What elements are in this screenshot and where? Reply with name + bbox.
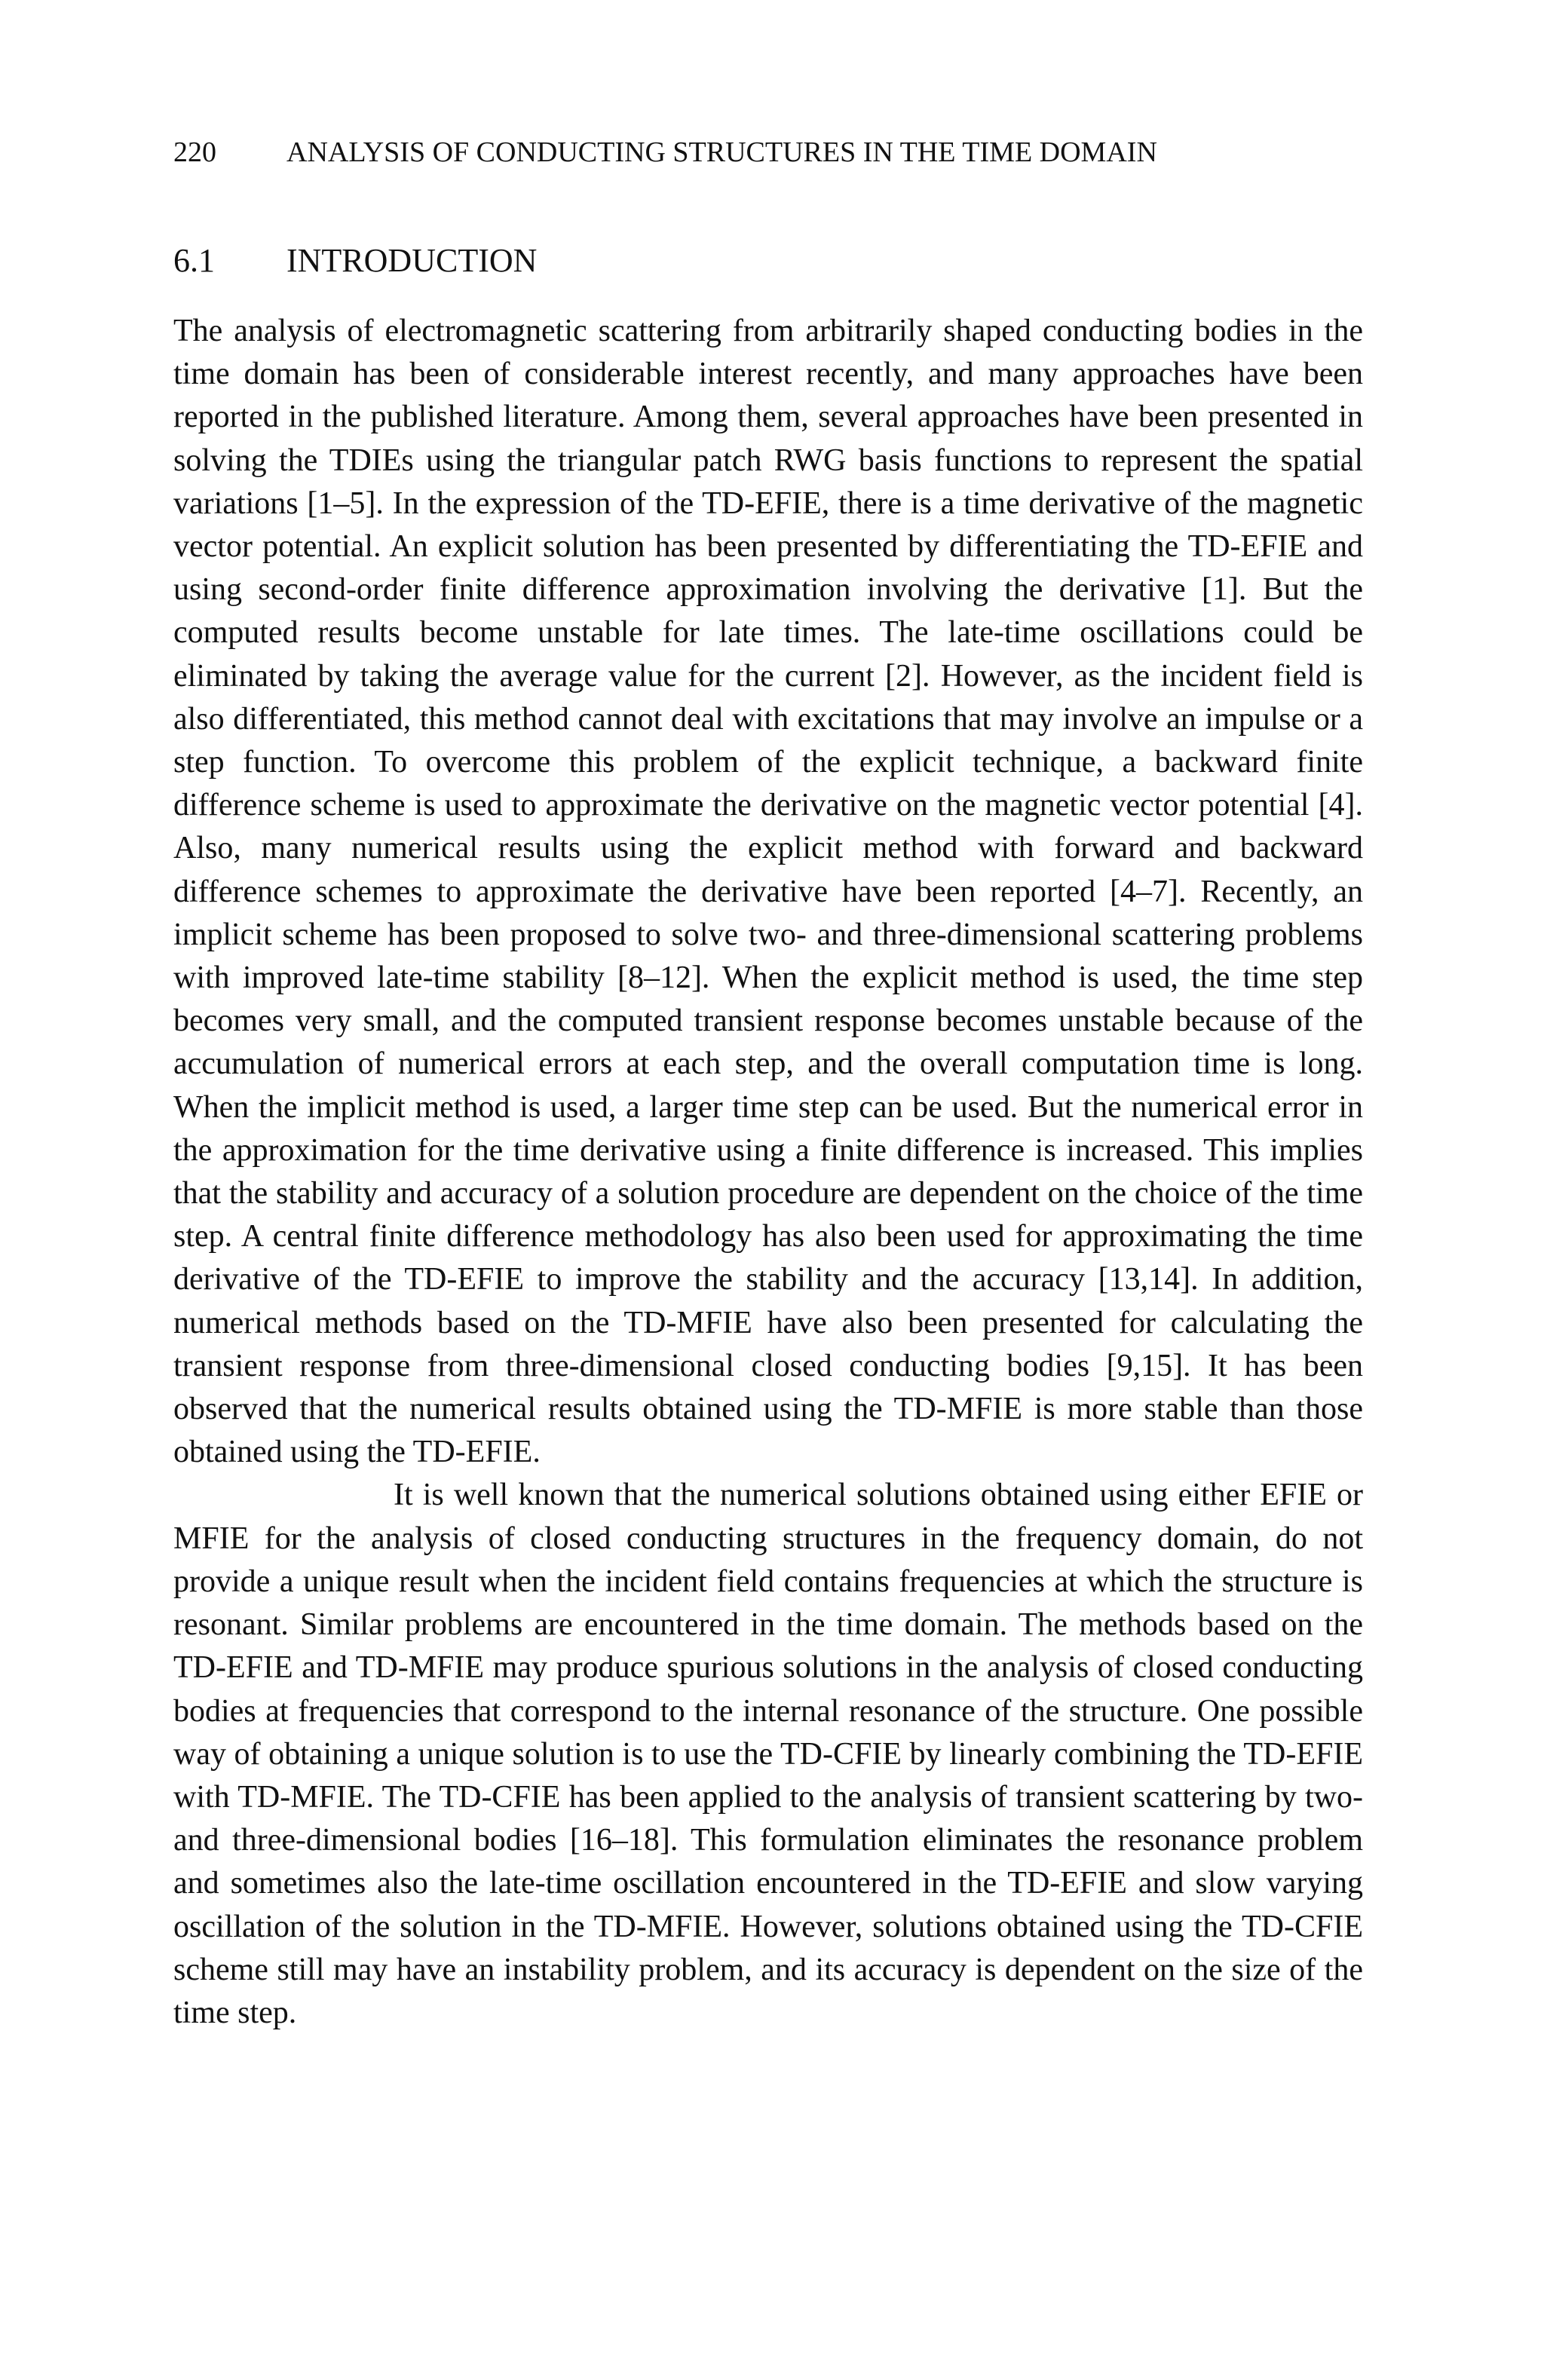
paragraph: The analysis of electromagnetic scattering from arbitrarily shaped conducting bodies in the time domain has been of considerable interest recently, and many approaches have been reported in the published literature. Among them, several approaches have been presented in solving the TDIEs using the triangular patch RWG basis functions to represent the spatial variations [1–5]. In the expression of the TD-EFIE, there is a time derivative of the magnetic vector potential. An explicit solution has been presented by differentiating the TD-EFIE and using second-order finite difference approximation involving the derivative [1]. But the computed results become unstable for late times. The late-time oscillations could be eliminated by taking the average value for the current [2]. However, as the incident field is also differentiated, this method cannot deal with excitations that may involve an impulse or a step function. To overcome this problem of the explicit technique, a backward finite difference scheme is used to approximate the derivative on the magnetic vector potential [4]. Also, many numerical results using the explicit method with forward and backward difference schemes to approximate the derivative have been reported [4–7]. Recently, an implicit scheme has been proposed to solve two- and three-dimensional scattering problems with improved late-time stability [8–12]. When the explicit method is used, the time step becomes very small, and the computed transient response becomes unstable because of the accumulation of numerical errors at each step, and the overall computation time is long. When the implicit method is used, a larger time step can be used. But the numerical error in the approximation for the time derivative using a finite difference is increased. This implies that the stability and accuracy of a solution procedure are dependent on the choice of the time step. A central finite difference methodology has also been used for approximating the time derivative of the TD-EFIE to improve the stability and the accuracy [13,14]. In addition, numerical methods based on the TD-MFIE have also been presented for calculating the transient response from three-dimensional closed conducting bodies [9,15]. It has been observed that the numerical results obtained using the TD-MFIE is more stable than those obtained using the TD-EFIE.	[173, 314, 1363, 1470]
section-title: INTRODUCTION	[286, 242, 538, 279]
running-head	[173, 134, 1380, 170]
section-number: 6.1	[173, 242, 215, 279]
page-number: 220	[173, 136, 216, 168]
running-head-title: ANALYSIS OF CONDUCTING STRUCTURES IN THE TIME DOMAIN	[286, 136, 1157, 168]
paragraph: It is well known that the numerical solutions obtained using either EFIE or MFIE for the analysis of closed conducting structures in the frequency domain, do not provide a unique result when the incident field contains frequencies at which the structure is resonant. Similar problems are encountered in the time domain. The methods based on the TD-EFIE and TD-MFIE may produce spurious solutions in the analysis of closed conducting bodies at frequencies that correspond to the internal resonance of the structure. One possible way of obtaining a unique solution is to use the TD-CFIE by linearly combining the TD-EFIE with TD-MFIE. The TD-CFIE has been applied to the analysis of transient scattering by two- and three-dimensional bodies [16–18]. This formulation eliminates the resonance problem and sometimes also the late-time oscillation encountered in the TD-EFIE and slow varying oscillation of the solution in the TD-MFIE. However, solutions obtained using the TD-CFIE scheme still may have an instability problem, and its accuracy is dependent on the size of the time step.	[173, 1478, 1363, 2030]
section-heading	[173, 240, 537, 282]
body-text	[173, 310, 1363, 2035]
